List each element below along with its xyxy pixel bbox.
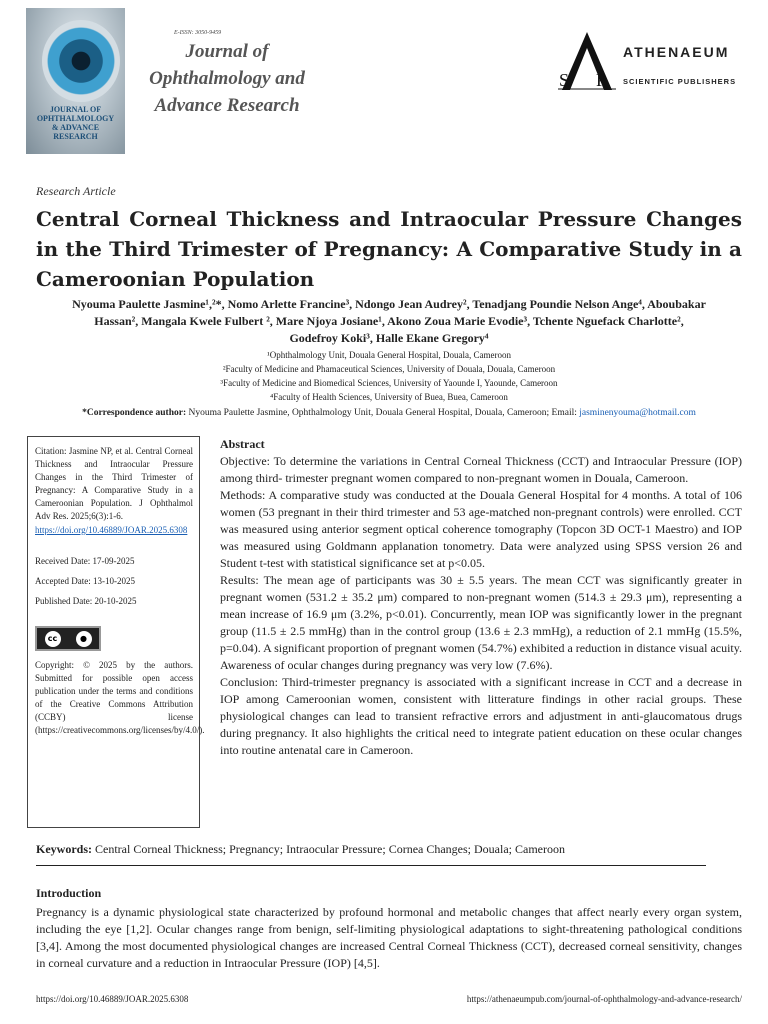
keywords [36, 842, 706, 866]
citation-sidebar [27, 436, 205, 828]
eye-icon [42, 20, 120, 102]
affiliation-1: ¹Ophthalmology Unit, Douala General Hospital, Douala, Cameroon [267, 350, 511, 360]
accepted-date: Accepted Date: 13-10-2025 [35, 576, 135, 586]
abstract-section [220, 436, 742, 759]
journal-title: Journal of Ophthalmology and Advance Research [149, 41, 305, 116]
author-line: Godefroy Koki³, Halle Ekane Gregory⁴ [289, 331, 489, 345]
abstract-heading: Abstract [220, 437, 265, 451]
article-type: Research Article [36, 184, 116, 198]
introduction-text: Pregnancy is a dynamic physiological state characterized by profound hormonal and metabolic changes that affect nearly every organ system, including the eye [1,2]. Ocular changes range from benign, self-limiting physiological adaptations to sight-threatening pathological conditions [3,4]. Among the most documented physiological changes are increased Central Corneal Thickness (CCT), decreased corneal sensitivity, changes in corneal curvature and a reduction in Intraocular Pressure (IOP) [4,5]. [36, 905, 742, 970]
journal-cover-image [26, 8, 125, 154]
introduction-heading: Introduction [36, 886, 102, 900]
correspondence-email-link[interactable]: jasminenyouma@hotmail.com [579, 408, 696, 418]
copyright-text: Copyright: © 2025 by the authors. Submitted for possible open access publication under the terms and conditions of the Creative Commons Attribution (CCBY) license (https://creativecommons.org/licenses/by/4.0/). [35, 660, 205, 735]
author-line: Nyouma Paulette Jasmine¹,²*, Nomo Arlette Francine³, Ndongo Jean Audrey², Tenadjang Poundie Nelson Ange⁴, Aboubakar [72, 297, 706, 311]
publisher-subtitle: SCIENTIFIC PUBLISHERS [623, 77, 737, 86]
published-date: Published Date: 20-10-2025 [35, 596, 137, 606]
cover-text: JOURNAL OF OPHTHALMOLOGY & ADVANCE RESEARCH [36, 105, 115, 141]
correspondence [36, 408, 742, 418]
affiliation-3: ³Faculty of Medicine and Biomedical Sciences, University of Yaounde I, Yaounde, Cameroon [220, 378, 558, 388]
eissn: E-ISSN: 3050-9459 [174, 30, 222, 36]
abstract-methods: Methods: A comparative study was conducted at the Douala General Hospital for 4 months. A total of 106 women (53 pregnant in their third trimester and 53 age-matched non-pregnant controls) were enrolled. CCT was measured using anterior segment optical coherence tomography (Topcon 3D OCT-1 Maestro) and IOP was measured using Goldmann applanation tonometry. Data were analyzed using SPSS version 26 and Student t-test with statistical significance set at p<0.05. [220, 488, 742, 570]
creative-commons-icon: cc [45, 631, 61, 647]
publisher-name: ATHENAEUM [623, 44, 730, 60]
publisher-logo-icon [556, 30, 618, 92]
abstract-conclusion: Conclusion: Third-trimester pregnancy is associated with a significant increase in CCT and a decrease in IOP among Cameroonian women, consistent with litterature findings in other racial groups. These physiological changes can lead to transient refractive errors and adjustment in anti-glaucomatous drugs during pregnancy. It also highlights the critical need to integrate patient education on these ocular changes into routine antenatal care in Cameroon. [220, 675, 742, 757]
author-line: Hassan², Mangala Kwele Fulbert ², Mare Njoya Josiane¹, Akono Zoua Marie Evodie³, Tchente Nguefack Charlotte², [94, 314, 684, 328]
author-list [36, 296, 742, 347]
abstract-objective: Objective: To determine the variations in Central Corneal Thickness (CCT) and Intraocular Pressure (IOP) among third- trimester pregnant women compared to non-pregnant women in Douala, Cameroon. [220, 454, 742, 485]
doi-link[interactable]: https://doi.org/10.46889/JOAR.2025.6308 [35, 525, 188, 535]
affiliation-4: ⁴Faculty of Health Sciences, University of Buea, Buea, Cameroon [270, 392, 508, 402]
keywords-text: Central Corneal Thickness; Pregnancy; Intraocular Pressure; Cornea Changes; Douala; Cameroon [92, 842, 565, 856]
correspondence-text: Nyouma Paulette Jasmine, Ophthalmology Unit, Douala General Hospital, Douala, Cameroon; Email: [186, 408, 580, 418]
affiliation-2: ²Faculty of Medicine and Phamaceutical Sciences, University of Douala, Douala, Cameroon [222, 364, 556, 374]
citation-text: Citation: Jasmine NP, et al. Central Corneal Thickness and Intraocular Pressure Changes in the Third Trimester of Pregnancy: A Comparative Study in a Cameroonian Population. J Ophthalmol Adv Res. 2025;6(3):1-6. [35, 446, 193, 521]
attribution-icon: ● [76, 631, 92, 647]
correspondence-label: *Correspondence author: [82, 408, 187, 418]
logo-letter-p: P [596, 70, 607, 90]
abstract-results: Results: The mean age of participants was 30 ± 5.5 years. The mean CCT was significantly greater in pregnant women (531.2 ± 35.2 μm) compared to non-pregnant women (514.3 ± 29.3 μm), representing a mean increase of 16.9 μm (3.2%, p<0.01). Concurrently, mean IOP was significantly lower in the pregnant group (11.5 ± 2.5 mmHg) than in the control group (13.6 ± 2.3 mmHg), a reduction of 2.1 mmHg (15.5%, p=0.04). A significant proportion of pregnant women (54.7%) exhibited a reduction in distance visual acuity. Awareness of ocular changes during pregnancy was very low (7.6%). [220, 573, 742, 672]
cc-license-badge[interactable] [35, 626, 101, 651]
received-date: Received Date: 17-09-2025 [35, 556, 135, 566]
footer-doi-link[interactable]: https://doi.org/10.46889/JOAR.2025.6308 [36, 994, 189, 1004]
keywords-label: Keywords: [36, 842, 92, 856]
logo-letter-s: S [559, 70, 570, 90]
paper-title: Central Corneal Thickness and Intraocular Pressure Changes in the Third Trimester of Pregnancy: A Comparative Study in a Cameroonian Population [36, 207, 742, 291]
footer-journal-link[interactable]: https://athenaeumpub.com/journal-of-ophthalmology-and-advance-research/ [466, 994, 742, 1004]
